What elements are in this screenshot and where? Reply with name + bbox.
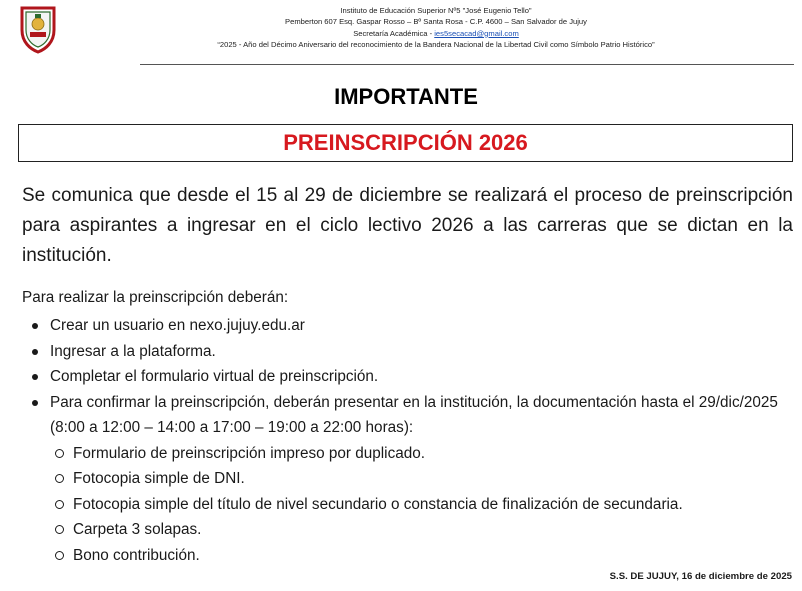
- list-item: [22, 339, 782, 365]
- document-item: [22, 492, 782, 518]
- document-item: [22, 517, 782, 543]
- instructions-intro: Para realizar la preinscripción deberán:: [22, 289, 289, 306]
- announcement-paragraph: Se comunica que desde el 15 al 29 de diciembre se realizará el proceso de preinscripción para aspirantes a ingresar en el ciclo lectivo 2026 a las carreras que se dictan en la institución.: [22, 185, 793, 266]
- document-text: Formulario de preinscripción impreso por duplicado.: [73, 444, 425, 462]
- bullet-icon: [32, 400, 38, 406]
- step-text: Completar el formulario virtual de preinscripción.: [50, 368, 379, 385]
- circle-bullet-icon: [55, 525, 64, 534]
- page-heading: IMPORTANTE: [334, 84, 478, 109]
- letterhead: [140, 5, 732, 51]
- page-title: PREINSCRIPCIÓN 2026: [283, 130, 528, 155]
- list-item: [22, 390, 782, 441]
- place-date: S.S. DE JUJUY, 16 de diciembre de 2025: [609, 571, 792, 582]
- document-text: Fotocopia simple del título de nivel secundario o constancia de finalización de secundaria.: [73, 495, 683, 513]
- document-text: Bono contribución.: [73, 546, 200, 564]
- secretariat-line: [140, 28, 732, 39]
- circle-bullet-icon: [55, 449, 64, 458]
- step-text: Crear un usuario en nexo.jujuy.edu.ar: [50, 317, 305, 334]
- list-item: [22, 313, 782, 339]
- circle-bullet-icon: [55, 551, 64, 560]
- circle-bullet-icon: [55, 500, 64, 509]
- list-item: [22, 364, 782, 390]
- institute-crest-icon: [18, 4, 58, 54]
- header-divider: [140, 64, 794, 65]
- institute-name: Instituto de Educación Superior Nº5 "José Eugenio Tello": [340, 6, 532, 15]
- document-text: Fotocopia simple de DNI.: [73, 470, 245, 487]
- document-item: [22, 441, 782, 467]
- step-text: Ingresar a la plataforma.: [50, 342, 216, 360]
- document-item: [22, 543, 782, 569]
- circle-bullet-icon: [55, 474, 64, 483]
- secretariat-label: Secretaría Académica -: [353, 28, 435, 38]
- institute-address: Pemberton 607 Esq. Gaspar Rosso – Bº Santa Rosa - C.P. 4600 – San Salvador de Jujuy: [285, 17, 587, 27]
- motto: “2025 - Año del Décimo Aniversario del reconocimiento de la Bandera Nacional de la Libertad Civil como Símbolo Patrio Histórico”: [217, 40, 655, 50]
- bullet-icon: [32, 323, 38, 329]
- steps-list: [22, 313, 782, 568]
- email-link[interactable]: ies5secacad@gmail.com: [434, 28, 519, 38]
- bullet-icon: [32, 349, 38, 355]
- step-text: Para confirmar la preinscripción, deberán presentar en la institución, la documentación hasta el 29/dic/2025 (8:00 a 12:00 – 14:00 a 17:00 – 19:00 a 22:00 horas):: [50, 393, 778, 436]
- title-box: [18, 124, 793, 162]
- bullet-icon: [32, 374, 38, 380]
- document-text: Carpeta 3 solapas.: [73, 521, 202, 538]
- document-item: [22, 466, 782, 492]
